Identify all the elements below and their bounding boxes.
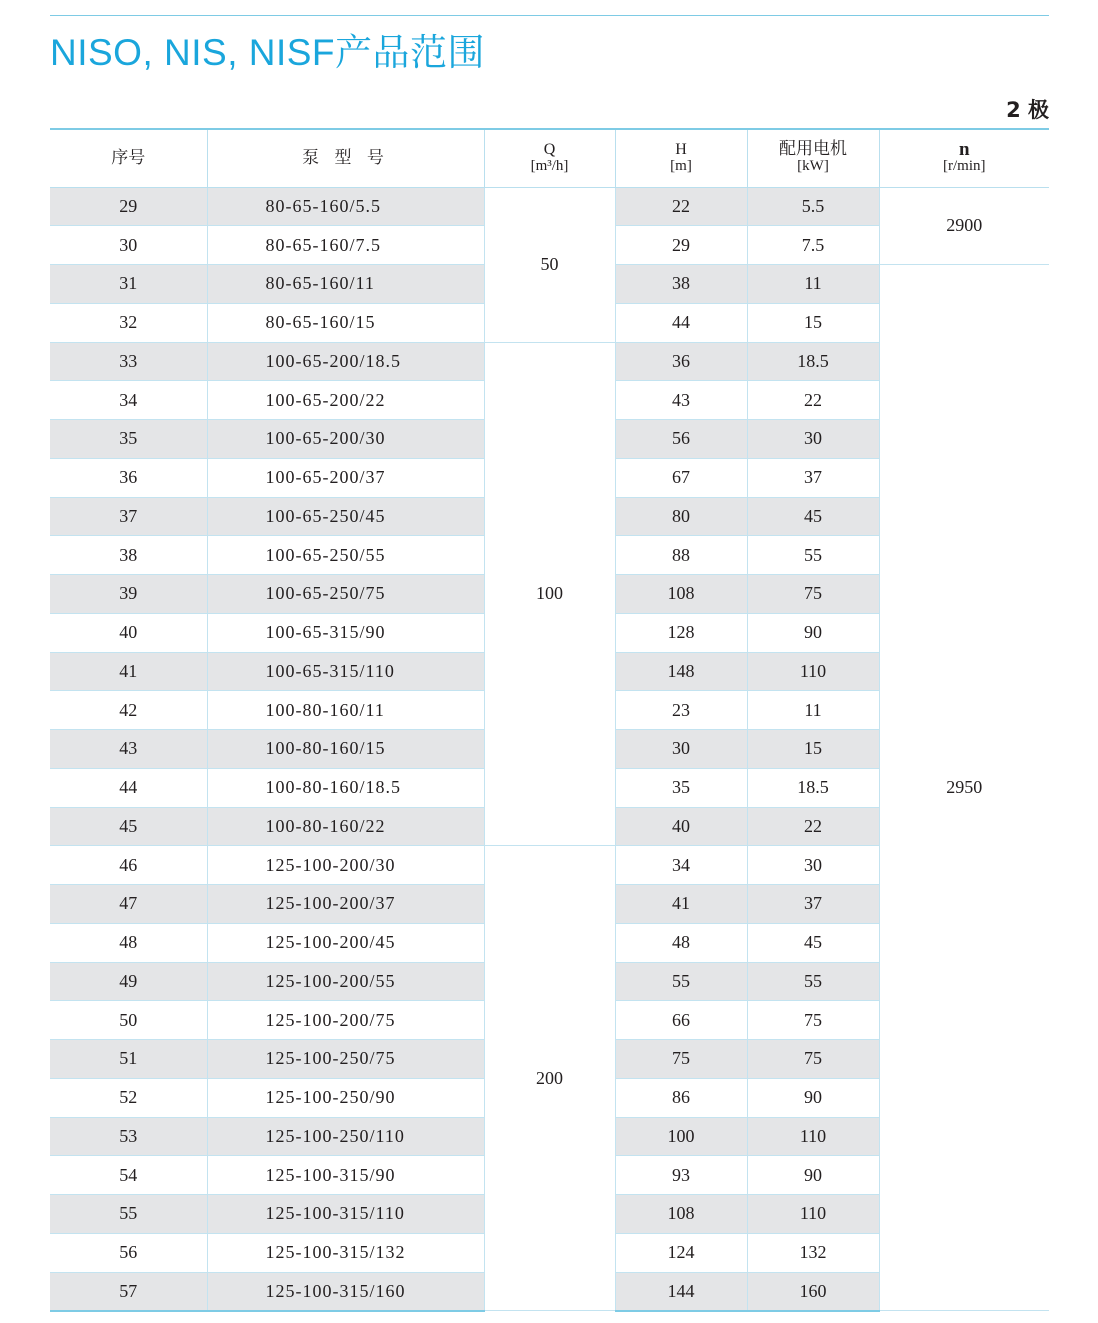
cell-motor: 30 (747, 846, 879, 885)
cell-motor: 75 (747, 1001, 879, 1040)
cell-motor: 90 (747, 1078, 879, 1117)
cell-motor: 110 (747, 652, 879, 691)
cell-motor: 90 (747, 1156, 879, 1195)
cell-model: 80-65-160/5.5 (207, 187, 484, 226)
cell-motor: 11 (747, 265, 879, 304)
cell-index: 30 (50, 226, 207, 265)
cell-head: 34 (615, 846, 747, 885)
cell-index: 46 (50, 846, 207, 885)
cell-motor: 22 (747, 381, 879, 420)
cell-model: 100-65-250/55 (207, 536, 484, 575)
cell-model: 100-65-315/90 (207, 613, 484, 652)
cell-motor: 11 (747, 691, 879, 730)
cell-motor: 37 (747, 458, 879, 497)
header-head (615, 129, 747, 187)
cell-index: 36 (50, 458, 207, 497)
cell-model: 125-100-200/75 (207, 1001, 484, 1040)
cell-head: 30 (615, 730, 747, 769)
cell-head: 35 (615, 768, 747, 807)
cell-head: 55 (615, 962, 747, 1001)
cell-index: 56 (50, 1233, 207, 1272)
cell-head: 86 (615, 1078, 747, 1117)
cell-head: 41 (615, 885, 747, 924)
table-body (50, 187, 1049, 1311)
cell-motor: 45 (747, 923, 879, 962)
cell-head: 44 (615, 303, 747, 342)
cell-head: 22 (615, 187, 747, 226)
cell-motor: 45 (747, 497, 879, 536)
cell-model: 125-100-250/110 (207, 1117, 484, 1156)
header-flow (484, 129, 615, 187)
cell-model: 100-65-250/45 (207, 497, 484, 536)
cell-speed-group: 2950 (879, 265, 1049, 1311)
cell-index: 35 (50, 420, 207, 459)
cell-index: 32 (50, 303, 207, 342)
cell-model: 80-65-160/11 (207, 265, 484, 304)
cell-motor: 18.5 (747, 768, 879, 807)
cell-index: 29 (50, 187, 207, 226)
cell-model: 100-65-200/30 (207, 420, 484, 459)
cell-motor: 132 (747, 1233, 879, 1272)
cell-head: 100 (615, 1117, 747, 1156)
cell-model: 125-100-250/75 (207, 1040, 484, 1079)
header-speed (879, 129, 1049, 187)
cell-motor: 55 (747, 962, 879, 1001)
header-speed-symbol: n (958, 139, 970, 161)
cell-model: 100-65-200/18.5 (207, 342, 484, 381)
cell-head: 66 (615, 1001, 747, 1040)
cell-flow-group: 200 (484, 846, 615, 1311)
cell-model: 100-65-200/22 (207, 381, 484, 420)
cell-head: 56 (615, 420, 747, 459)
cell-index: 37 (50, 497, 207, 536)
cell-head: 108 (615, 575, 747, 614)
header-flow-unit: [m³/h] (530, 158, 569, 175)
cell-index: 53 (50, 1117, 207, 1156)
cell-index: 33 (50, 342, 207, 381)
cell-index: 39 (50, 575, 207, 614)
cell-index: 31 (50, 265, 207, 304)
cell-motor: 55 (747, 536, 879, 575)
cell-index: 52 (50, 1078, 207, 1117)
cell-index: 50 (50, 1001, 207, 1040)
cell-model: 125-100-315/160 (207, 1272, 484, 1311)
cell-motor: 15 (747, 730, 879, 769)
cell-head: 67 (615, 458, 747, 497)
cell-model: 125-100-315/110 (207, 1195, 484, 1234)
cell-head: 23 (615, 691, 747, 730)
cell-index: 55 (50, 1195, 207, 1234)
cell-speed-group: 2900 (879, 187, 1049, 265)
header-motor-unit: [kW] (797, 158, 829, 175)
cell-model: 125-100-200/30 (207, 846, 484, 885)
cell-head: 88 (615, 536, 747, 575)
cell-motor: 110 (747, 1117, 879, 1156)
cell-index: 41 (50, 652, 207, 691)
cell-motor: 160 (747, 1272, 879, 1311)
cell-index: 57 (50, 1272, 207, 1311)
cell-flow-group: 50 (484, 187, 615, 342)
header-flow-symbol: Q (543, 141, 556, 159)
header-index: 序号 (50, 129, 207, 187)
cell-index: 38 (50, 536, 207, 575)
cell-motor: 37 (747, 885, 879, 924)
table-header (50, 129, 1049, 187)
cell-head: 80 (615, 497, 747, 536)
cell-model: 100-80-160/18.5 (207, 768, 484, 807)
table-row (50, 187, 1049, 226)
cell-head: 148 (615, 652, 747, 691)
cell-model: 125-100-315/132 (207, 1233, 484, 1272)
header-motor-label: 配用电机 (779, 139, 847, 160)
cell-index: 47 (50, 885, 207, 924)
cell-model: 100-80-160/22 (207, 807, 484, 846)
cell-motor: 75 (747, 575, 879, 614)
header-motor (747, 129, 879, 187)
header-speed-unit: [r/min] (943, 158, 986, 175)
cell-model: 125-100-200/55 (207, 962, 484, 1001)
cell-motor: 15 (747, 303, 879, 342)
cell-head: 38 (615, 265, 747, 304)
cell-model: 100-65-250/75 (207, 575, 484, 614)
cell-motor: 30 (747, 420, 879, 459)
cell-head: 93 (615, 1156, 747, 1195)
cell-head: 43 (615, 381, 747, 420)
cell-index: 48 (50, 923, 207, 962)
cell-index: 51 (50, 1040, 207, 1079)
cell-head: 48 (615, 923, 747, 962)
cell-model: 100-65-200/37 (207, 458, 484, 497)
cell-index: 49 (50, 962, 207, 1001)
cell-model: 125-100-250/90 (207, 1078, 484, 1117)
cell-model: 100-80-160/11 (207, 691, 484, 730)
cell-head: 29 (615, 226, 747, 265)
cell-model: 125-100-200/45 (207, 923, 484, 962)
cell-model: 125-100-315/90 (207, 1156, 484, 1195)
cell-motor: 110 (747, 1195, 879, 1234)
cell-index: 54 (50, 1156, 207, 1195)
cell-model: 125-100-200/37 (207, 885, 484, 924)
cell-model: 80-65-160/7.5 (207, 226, 484, 265)
cell-index: 43 (50, 730, 207, 769)
cell-head: 128 (615, 613, 747, 652)
cell-head: 108 (615, 1195, 747, 1234)
cell-head: 40 (615, 807, 747, 846)
top-rule (50, 15, 1049, 16)
cell-model: 80-65-160/15 (207, 303, 484, 342)
cell-index: 34 (50, 381, 207, 420)
cell-model: 100-80-160/15 (207, 730, 484, 769)
cell-head: 36 (615, 342, 747, 381)
cell-motor: 7.5 (747, 226, 879, 265)
cell-motor: 90 (747, 613, 879, 652)
pole-label: 2 极 (1006, 98, 1049, 122)
page-title: NISO, NIS, NISF产品范围 (50, 32, 486, 73)
cell-motor: 5.5 (747, 187, 879, 226)
cell-head: 124 (615, 1233, 747, 1272)
cell-motor: 75 (747, 1040, 879, 1079)
header-model: 泵 型 号 (207, 129, 484, 187)
cell-head: 75 (615, 1040, 747, 1079)
cell-index: 44 (50, 768, 207, 807)
cell-motor: 22 (747, 807, 879, 846)
header-head-unit: [m] (670, 158, 692, 175)
header-head-symbol: H (675, 141, 687, 159)
cell-index: 45 (50, 807, 207, 846)
cell-model: 100-65-315/110 (207, 652, 484, 691)
cell-motor: 18.5 (747, 342, 879, 381)
cell-index: 42 (50, 691, 207, 730)
cell-index: 40 (50, 613, 207, 652)
cell-head: 144 (615, 1272, 747, 1311)
cell-flow-group: 100 (484, 342, 615, 846)
product-range-table (50, 128, 1049, 1312)
